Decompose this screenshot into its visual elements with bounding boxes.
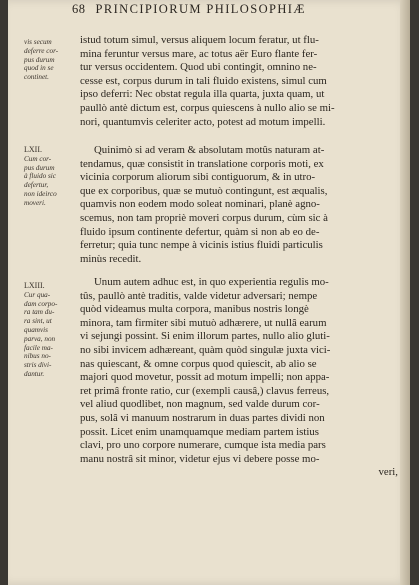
margin-note-line: parva, non xyxy=(24,334,56,343)
margin-note-line: pus durum xyxy=(24,163,55,172)
margin-note-line: ra tam du- xyxy=(24,308,55,317)
margin-note-line: nibus no- xyxy=(24,352,51,361)
paragraph xyxy=(80,276,398,480)
text-line: nas quiescant, & omne corpus quod quiescit, ab alio se xyxy=(80,357,317,370)
margin-note-line: ra sint, ut xyxy=(24,317,52,326)
text-line: minùs recedit. xyxy=(80,252,142,265)
running-title: PRINCIPIORUM PHILOSOPHIÆ xyxy=(95,2,306,16)
margin-note-line: quod in se xyxy=(24,64,54,73)
margin-note-line: Cur qua- xyxy=(24,290,51,299)
text-line: istud totum simul, versus aliquem locum feratur, ut flu- xyxy=(80,34,319,46)
margin-note-line: dam corpo- xyxy=(24,299,58,308)
text-line: pus, solâ vi manuum nostrarum in duas partes dividi non xyxy=(80,411,325,424)
margin-note-line: quamvis xyxy=(24,325,48,334)
text-line: que ex corporibus, quæ se mutuò contingunt, est æqualis, xyxy=(80,184,328,197)
text-line: no sibi invicem adhæreant, quàm quòd singulæ juxta vici- xyxy=(80,343,331,356)
text-line: vel aliud quodlibet, non magnum, sed valde durum cor- xyxy=(80,398,320,411)
margin-note-line: moveri. xyxy=(24,198,46,207)
margin-note-line: vis secum xyxy=(24,38,52,46)
margin-note xyxy=(24,38,76,82)
text-line: minora, tam firmiter sibi mutuò adhærere, ut nullâ earum xyxy=(80,316,327,329)
text-line: quòd videamus multa corpora, manibus nostris longè xyxy=(80,303,309,316)
text-line: scemus, non tam propriè moveri corpus durum, cùm sic à xyxy=(80,211,328,224)
text-line: mina feruntur versus mare, ac totus aër Euro flante fer- xyxy=(80,47,318,60)
margin-note xyxy=(24,282,76,379)
page-number: 68 xyxy=(72,2,86,16)
text-line: Unum autem adhuc est, in quo experientia regulis mo- xyxy=(94,276,329,288)
text-line: clavi, pro uno corpore numerare, cumque ista media pars xyxy=(80,439,326,452)
text-line: fluido ipsum continente defertur, quàm si non ab eo de- xyxy=(80,225,320,238)
text-line: veri, xyxy=(378,466,398,479)
text-line: vi sejungi possint. Si enim illorum partes, nullo alio gluti- xyxy=(80,330,330,343)
text-line: majori quod movetur, possit ad motum impelli; non appa- xyxy=(80,371,330,384)
text-line: ipso deferri: Nec obstat regula illa quarta, juxta quam, ut xyxy=(80,88,325,101)
paragraph xyxy=(80,144,398,266)
text-line: tur versus occidentem. Quod ubi contingit, omnino ne- xyxy=(80,61,317,74)
margin-note-line: dantur. xyxy=(24,369,45,378)
text-line: paullò antè dictum est, corpus quiescens à nullo alio se mi- xyxy=(80,101,335,114)
margin-note-heading: LXIII. xyxy=(24,281,45,290)
margin-note-line: pus durum xyxy=(24,55,55,64)
book-page xyxy=(8,0,410,585)
paragraph xyxy=(80,34,398,129)
margin-note xyxy=(24,146,76,208)
running-header xyxy=(72,2,372,17)
text-line: possit. Licet enim unamquamque mediam partem istius xyxy=(80,425,319,438)
text-line: ret primâ fronte ratio, cur (exempli causâ,) clavus ferreus, xyxy=(80,384,330,397)
margin-note-heading: LXII. xyxy=(24,145,42,154)
margin-note-line: non ideirco xyxy=(24,189,57,198)
page-spine-shadow xyxy=(400,0,410,585)
margin-note-line: facile ma- xyxy=(24,343,53,352)
text-line: Quinimò si ad veram & absolutam motûs naturam at- xyxy=(94,144,325,156)
margin-note-line: stris divi- xyxy=(24,361,52,370)
margin-note-line: continet. xyxy=(24,73,49,82)
margin-note-line: deferre cor- xyxy=(24,46,59,55)
text-line: vicinia corporum aliorum sibi contiguorum, & in utro- xyxy=(80,171,316,184)
margin-note-line: defertur, xyxy=(24,181,49,190)
margin-note-line: à fluido sic xyxy=(24,172,56,181)
margin-note-line: Cum cor- xyxy=(24,154,52,163)
text-line: tûs, paullò antè traditis, valde videtur adversari; nempe xyxy=(80,289,318,302)
text-line: nori, quantumvis celeriter acto, potest ad motum impelli. xyxy=(80,115,326,128)
text-line: tendamus, quæ consistit in translatione corporis moti, ex xyxy=(80,157,324,170)
text-line: ferretur; quia tunc nempe à vicinis istius fluidi particulis xyxy=(80,239,323,252)
text-line: quamvis non eodem modo soleat nominari, planè agno- xyxy=(80,198,320,211)
text-line: cesse est, corpus durum in tali fluido existens, simul cum xyxy=(80,74,327,87)
text-line: manu nostrâ sit minor, videtur ejus vi debere posse mo- xyxy=(80,452,320,465)
